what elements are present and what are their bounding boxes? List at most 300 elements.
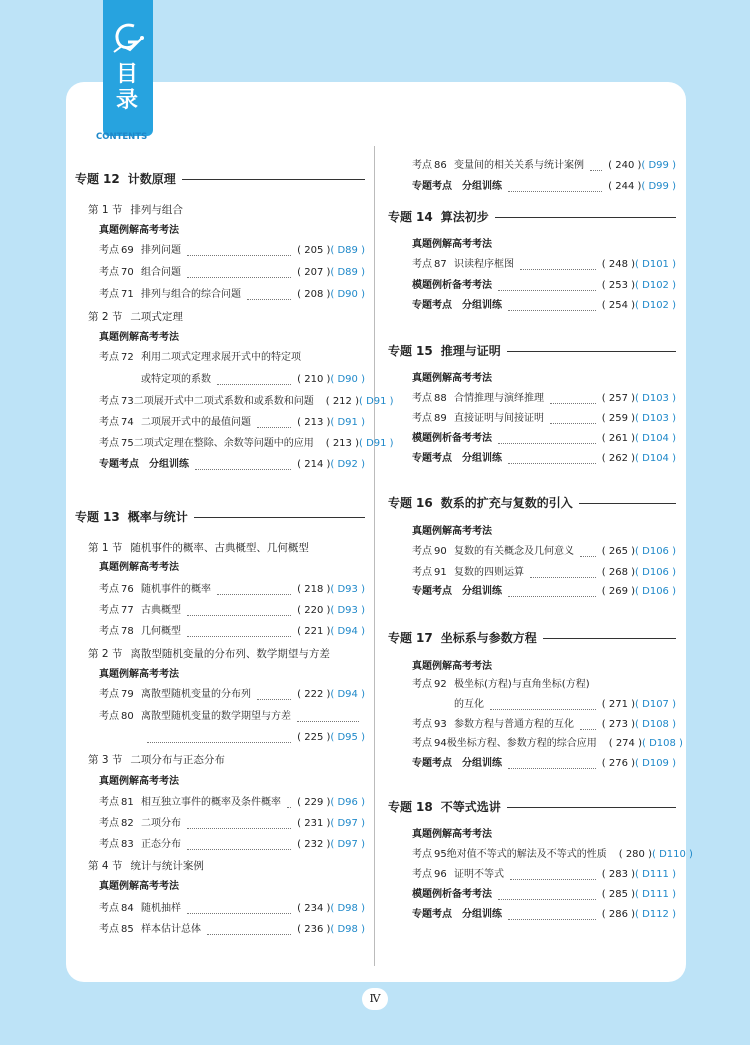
- leader-dots: [297, 713, 359, 722]
- section-heading: [75, 647, 365, 661]
- page-ref: ( 276 ): [601, 758, 636, 769]
- point-label: 考点: [412, 719, 432, 730]
- point-title: 排列问题: [141, 245, 181, 256]
- training-row: [388, 452, 676, 466]
- point-number: 69: [121, 245, 134, 256]
- leader-dots: [508, 455, 596, 464]
- point-number: 80: [121, 711, 134, 722]
- point-number: 84: [121, 903, 134, 914]
- exam-point-row: [75, 395, 394, 409]
- point-title: 二项展开式中的最值问题: [141, 417, 251, 428]
- topic-heading: [388, 800, 676, 814]
- leader-dots: [207, 926, 291, 935]
- point-label-group: [99, 244, 141, 258]
- point-label-group: [412, 848, 447, 862]
- page-ref: ( 285 ): [601, 889, 636, 900]
- topic-label: 专题: [388, 210, 413, 224]
- exam-point-row: [75, 710, 365, 724]
- training-label-second: 分组训练: [462, 758, 502, 769]
- point-number: 91: [434, 567, 447, 578]
- section-title: 二项分布与正态分布: [130, 754, 225, 766]
- topic-label-group: [75, 510, 194, 524]
- answer-ref: ( D108 ): [635, 719, 676, 730]
- point-number: 96: [434, 869, 447, 880]
- point-label: 考点: [99, 245, 119, 256]
- answer-ref: ( D107 ): [635, 699, 676, 710]
- answer-ref: ( D104 ): [635, 433, 676, 444]
- subhead-title: 真题例解高考考法: [99, 332, 179, 343]
- point-number: 75: [121, 438, 134, 449]
- point-number: 94: [434, 738, 447, 749]
- page-ref: ( 261 ): [601, 433, 636, 444]
- training-label-second: 分组训练: [462, 586, 502, 597]
- page-ref: ( 214 ): [297, 459, 331, 470]
- topic-heading: [388, 344, 676, 358]
- subhead-title: 真题例解高考考法: [99, 669, 179, 680]
- point-number: 78: [121, 626, 134, 637]
- leader-dots: [187, 841, 291, 850]
- point-number: 86: [434, 160, 447, 171]
- point-label-group: [99, 688, 141, 702]
- point-label: 考点: [99, 417, 119, 428]
- section-heading: [75, 859, 365, 873]
- leader-dots: [580, 548, 596, 557]
- point-label: 考点: [412, 738, 432, 749]
- point-label: 考点: [412, 393, 432, 404]
- topic-label-group: [388, 800, 507, 814]
- exam-point-row: [388, 868, 676, 882]
- topic-heading: [75, 510, 365, 524]
- answer-ref: ( D91 ): [330, 417, 365, 428]
- point-number: 83: [121, 839, 134, 850]
- subhead: [388, 660, 676, 674]
- answer-ref: ( D90 ): [330, 289, 365, 300]
- section-heading: [75, 203, 365, 217]
- training-label-second: 分组训练: [149, 459, 189, 470]
- point-title: 相互独立事件的概率及条件概率: [141, 797, 281, 808]
- topic-title: 坐标系与参数方程: [440, 631, 537, 645]
- training-label: 模题例析备考考法: [412, 889, 492, 900]
- leader-dots: [508, 588, 596, 597]
- point-label-group: [99, 604, 141, 618]
- exam-point-row: [75, 817, 365, 831]
- subhead-title: 真题例解高考考法: [412, 526, 492, 537]
- exam-point-row: [75, 351, 365, 365]
- page-ref: ( 273 ): [601, 719, 636, 730]
- training-row: [388, 180, 676, 194]
- exam-point-row: [75, 625, 365, 639]
- page-ref: ( 213 ): [297, 417, 331, 428]
- subhead-title: 真题例解高考考法: [99, 225, 179, 236]
- topic-label-group: [75, 172, 182, 186]
- page-ref: ( 220 ): [297, 605, 331, 616]
- exam-point-row: [388, 678, 676, 692]
- exam-point-row: [75, 288, 365, 302]
- topic-rule: [507, 807, 676, 808]
- topic-heading: [388, 210, 676, 224]
- exam-point-row: [75, 902, 365, 916]
- page-ref: ( 269 ): [601, 586, 636, 597]
- point-number: 76: [121, 584, 134, 595]
- training-label: 专题考点: [412, 586, 452, 597]
- answer-ref: ( D95 ): [330, 732, 365, 743]
- point-label-group: [412, 159, 454, 173]
- leader-dots: [508, 911, 596, 920]
- topic-rule: [182, 179, 365, 180]
- page-ref: ( 231 ): [297, 818, 331, 829]
- subhead-title: 真题例解高考考法: [99, 562, 179, 573]
- training-row: [388, 299, 676, 313]
- leader-dots: [187, 905, 291, 914]
- point-number: 88: [434, 393, 447, 404]
- point-label: 考点: [99, 396, 119, 407]
- page-ref: ( 232 ): [297, 839, 331, 850]
- exam-point-row: [388, 737, 683, 751]
- topic-title: 算法初步: [440, 210, 489, 224]
- point-label: 考点: [99, 626, 119, 637]
- topic-rule: [194, 517, 365, 518]
- page-ref: ( 286 ): [601, 909, 636, 920]
- point-number: 90: [434, 546, 447, 557]
- subhead: [75, 224, 365, 238]
- point-number: 71: [121, 289, 134, 300]
- page-ref: ( 257 ): [601, 393, 636, 404]
- subhead: [388, 238, 676, 252]
- point-label-group: [99, 288, 141, 302]
- point-title: 证明不等式: [454, 869, 504, 880]
- answer-ref: ( D93 ): [330, 605, 365, 616]
- leader-dots: [287, 799, 291, 808]
- point-label-group: [99, 838, 141, 852]
- page-ref: ( 271 ): [601, 699, 636, 710]
- section-title: 二项式定理: [130, 311, 183, 323]
- page-ref: ( 236 ): [297, 924, 331, 935]
- answer-ref: ( D91 ): [358, 396, 394, 407]
- section-heading: [75, 541, 365, 555]
- answer-ref: ( D111 ): [635, 889, 676, 900]
- section-title: 离散型随机变量的分布列、数学期望与方差: [130, 648, 330, 660]
- page-ref: ( 222 ): [297, 689, 331, 700]
- point-title: 古典概型: [141, 605, 181, 616]
- subhead-title: 真题例解高考考法: [99, 776, 179, 787]
- page-ref: ( 262 ): [601, 453, 636, 464]
- point-label-group: [99, 266, 141, 280]
- point-label: 考点: [99, 711, 119, 722]
- point-label-group: [99, 351, 141, 365]
- page-ref: ( 244 ): [608, 181, 642, 192]
- point-label: 考点: [412, 546, 432, 557]
- point-label: 考点: [412, 849, 432, 860]
- point-label: 考点: [99, 289, 119, 300]
- subhead-title: 真题例解高考考法: [412, 661, 492, 672]
- point-label: 考点: [412, 679, 432, 690]
- point-number: 79: [121, 689, 134, 700]
- point-label-group: [412, 718, 454, 732]
- subhead: [75, 561, 365, 575]
- leader-dots: [217, 376, 291, 385]
- answer-ref: ( D97 ): [330, 839, 365, 850]
- answer-ref: ( D106 ): [635, 586, 676, 597]
- answer-ref: ( D90 ): [330, 374, 365, 385]
- leader-dots: [490, 701, 596, 710]
- training-label-second: 分组训练: [462, 181, 502, 192]
- topic-number: 15: [416, 344, 433, 358]
- point-label-group: [412, 868, 454, 882]
- training-label: 专题考点: [99, 459, 139, 470]
- topic-label: 专题: [388, 496, 413, 510]
- topic-label: 专题: [75, 510, 100, 524]
- point-label: 考点: [99, 605, 119, 616]
- subhead-title: 真题例解高考考法: [412, 829, 492, 840]
- point-title: 二项展开式中二项式系数和或系数和问题: [133, 396, 314, 407]
- leader-dots: [187, 628, 291, 637]
- section-number: 第 1 节: [88, 542, 123, 554]
- answer-ref: ( D112 ): [635, 909, 676, 920]
- point-title: 离散型随机变量的数学期望与方差: [141, 711, 291, 722]
- point-title: 极坐标(方程)与直角坐标(方程): [454, 679, 590, 690]
- subhead: [75, 668, 365, 682]
- point-title: 极坐标方程、参数方程的综合应用: [446, 738, 597, 749]
- topic-label-group: [388, 210, 495, 224]
- point-title: 复数的四则运算: [454, 567, 524, 578]
- training-label-second: 分组训练: [462, 909, 502, 920]
- point-number: 87: [434, 259, 447, 270]
- point-label: 考点: [99, 818, 119, 829]
- point-label-group: [412, 258, 454, 272]
- leader-dots: [590, 162, 602, 171]
- point-label-group: [412, 545, 454, 559]
- training-label: 专题考点: [412, 909, 452, 920]
- topic-label: 专题: [388, 800, 413, 814]
- point-label: 考点: [99, 267, 119, 278]
- topic-number: 14: [416, 210, 433, 224]
- exam-point-row: [388, 412, 676, 426]
- page-ref: ( 283 ): [601, 869, 636, 880]
- leader-dots: [187, 820, 291, 829]
- subhead-title: 真题例解高考考法: [412, 373, 492, 384]
- exam-point-row: [388, 718, 676, 732]
- answer-ref: ( D93 ): [330, 584, 365, 595]
- leader-dots: [147, 734, 291, 743]
- page-ref: ( 265 ): [601, 546, 636, 557]
- point-number: 70: [121, 267, 134, 278]
- exam-point-row: [75, 244, 365, 258]
- training-row: [388, 432, 676, 446]
- exam-point-row: [75, 923, 365, 937]
- answer-ref: ( D111 ): [635, 869, 676, 880]
- leader-dots: [187, 247, 291, 256]
- answer-ref: ( D104 ): [635, 453, 676, 464]
- exam-point-continuation: [75, 373, 365, 387]
- page-ref: ( 205 ): [297, 245, 331, 256]
- point-title: 几何概型: [141, 626, 181, 637]
- topic-rule: [495, 217, 676, 218]
- answer-ref: ( D98 ): [330, 903, 365, 914]
- point-title: 样本估计总体: [141, 924, 201, 935]
- subhead: [75, 880, 365, 894]
- point-title: 排列与组合的综合问题: [141, 289, 241, 300]
- point-label: 考点: [99, 903, 119, 914]
- exam-point-row: [388, 159, 676, 173]
- leader-dots: [520, 261, 596, 270]
- section-number: 第 1 节: [88, 204, 123, 216]
- point-number: 72: [121, 352, 134, 363]
- section-title: 排列与组合: [130, 204, 183, 216]
- point-number: 82: [121, 818, 134, 829]
- point-label: 考点: [99, 797, 119, 808]
- answer-ref: ( D94 ): [330, 626, 365, 637]
- point-label-group: [99, 583, 141, 597]
- point-number: 95: [434, 849, 447, 860]
- answer-ref: ( D106 ): [635, 546, 676, 557]
- point-label: 考点: [99, 584, 119, 595]
- point-number: 81: [121, 797, 134, 808]
- answer-ref: ( D106 ): [635, 567, 676, 578]
- leader-dots: [257, 691, 291, 700]
- topic-rule: [543, 638, 676, 639]
- exam-point-row: [388, 566, 676, 580]
- exam-point-row: [388, 392, 676, 406]
- point-title: 二项分布: [141, 818, 181, 829]
- exam-point-row: [75, 416, 365, 430]
- leader-dots: [498, 891, 596, 900]
- exam-point-row: [75, 437, 394, 451]
- logo-icon: [108, 18, 148, 58]
- subhead: [388, 372, 676, 386]
- exam-point-row: [75, 838, 365, 852]
- leader-dots: [510, 871, 596, 880]
- page-ref: ( 208 ): [297, 289, 331, 300]
- section-number: 第 4 节: [88, 860, 123, 872]
- topic-number: 18: [416, 800, 433, 814]
- topic-number: 13: [103, 510, 120, 524]
- point-number: 73: [121, 396, 134, 407]
- point-label: 考点: [99, 352, 119, 363]
- topic-heading: [388, 496, 676, 510]
- page-ref: ( 221 ): [297, 626, 331, 637]
- section-heading: [75, 310, 365, 324]
- page-ref: ( 225 ): [297, 732, 331, 743]
- page-ref: ( 280 ): [618, 849, 652, 860]
- answer-ref: ( D96 ): [330, 797, 365, 808]
- point-label: 考点: [412, 567, 432, 578]
- topic-number: 16: [416, 496, 433, 510]
- leader-dots: [257, 419, 291, 428]
- point-number: 77: [121, 605, 134, 616]
- point-label-group: [412, 412, 454, 426]
- page-ref: ( 218 ): [297, 584, 331, 595]
- subhead: [75, 775, 365, 789]
- point-label: 考点: [412, 259, 432, 270]
- point-label-group: [99, 796, 141, 810]
- point-label-group: [412, 566, 454, 580]
- answer-ref: ( D89 ): [330, 245, 365, 256]
- page-subtitle: CONTENTS: [96, 132, 148, 142]
- training-row: [388, 888, 676, 902]
- answer-ref: ( D101 ): [635, 259, 676, 270]
- point-number: 92: [434, 679, 447, 690]
- topic-rule: [579, 503, 676, 504]
- point-label: 考点: [412, 869, 432, 880]
- point-title: 复数的有关概念及几何意义: [454, 546, 574, 557]
- point-title: 离散型随机变量的分布列: [141, 689, 251, 700]
- answer-ref: ( D102 ): [635, 280, 676, 291]
- topic-title: 数系的扩充与复数的引入: [440, 496, 573, 510]
- point-title: 随机事件的概率: [141, 584, 211, 595]
- point-title: 正态分布: [141, 839, 181, 850]
- training-label: 模题例析备考考法: [412, 280, 492, 291]
- point-title-continued: 的互化: [454, 699, 484, 710]
- topic-title: 推理与证明: [440, 344, 501, 358]
- topic-title: 不等式选讲: [440, 800, 501, 814]
- point-label-group: [412, 678, 454, 692]
- answer-ref: ( D89 ): [330, 267, 365, 278]
- point-label-group: [99, 395, 134, 409]
- subhead: [388, 525, 676, 539]
- exam-point-row: [75, 688, 365, 702]
- page-ref: ( 207 ): [297, 267, 331, 278]
- section-number: 第 2 节: [88, 311, 123, 323]
- leader-dots: [498, 282, 596, 291]
- point-number: 93: [434, 719, 447, 730]
- point-title: 组合问题: [141, 267, 181, 278]
- exam-point-row: [75, 604, 365, 618]
- point-title-continued: 或特定项的系数: [141, 374, 211, 385]
- point-label-group: [412, 392, 454, 406]
- answer-ref: ( D108 ): [641, 738, 683, 749]
- leader-dots: [508, 183, 602, 192]
- subhead: [388, 828, 676, 842]
- point-label: 考点: [99, 839, 119, 850]
- point-label: 考点: [99, 438, 119, 449]
- page-ref: ( 229 ): [297, 797, 331, 808]
- leader-dots: [550, 395, 596, 404]
- leader-dots: [508, 302, 596, 311]
- point-label-group: [99, 437, 134, 451]
- exam-point-continuation: [388, 698, 676, 712]
- point-title: 合情推理与演绎推理: [454, 393, 544, 404]
- section-number: 第 3 节: [88, 754, 123, 766]
- training-row: [75, 458, 365, 472]
- answer-ref: ( D102 ): [635, 300, 676, 311]
- topic-rule: [507, 351, 676, 352]
- exam-point-row: [75, 266, 365, 280]
- answer-ref: ( D103 ): [635, 393, 676, 404]
- page-ref: ( 259 ): [601, 413, 636, 424]
- point-label-group: [412, 737, 447, 751]
- point-label-group: [99, 625, 141, 639]
- page-ref: ( 240 ): [608, 160, 642, 171]
- leader-dots: [498, 435, 596, 444]
- training-label: 专题考点: [412, 453, 452, 464]
- training-label: 专题考点: [412, 300, 452, 311]
- exam-point-row: [388, 848, 693, 862]
- topic-number: 12: [103, 172, 120, 186]
- leader-dots: [187, 269, 291, 278]
- subhead-title: 真题例解高考考法: [412, 239, 492, 250]
- topic-label-group: [388, 344, 507, 358]
- leader-dots: [247, 291, 291, 300]
- point-number: 74: [121, 417, 134, 428]
- exam-point-row: [388, 545, 676, 559]
- point-label-group: [99, 710, 141, 724]
- point-title: 绝对值不等式的解法及不等式的性质: [446, 849, 607, 860]
- point-title: 识读程序框图: [454, 259, 514, 270]
- topic-title: 概率与统计: [127, 510, 188, 524]
- topic-label: 专题: [388, 631, 413, 645]
- point-title: 参数方程与普通方程的互化: [454, 719, 574, 730]
- point-label: 考点: [412, 160, 432, 171]
